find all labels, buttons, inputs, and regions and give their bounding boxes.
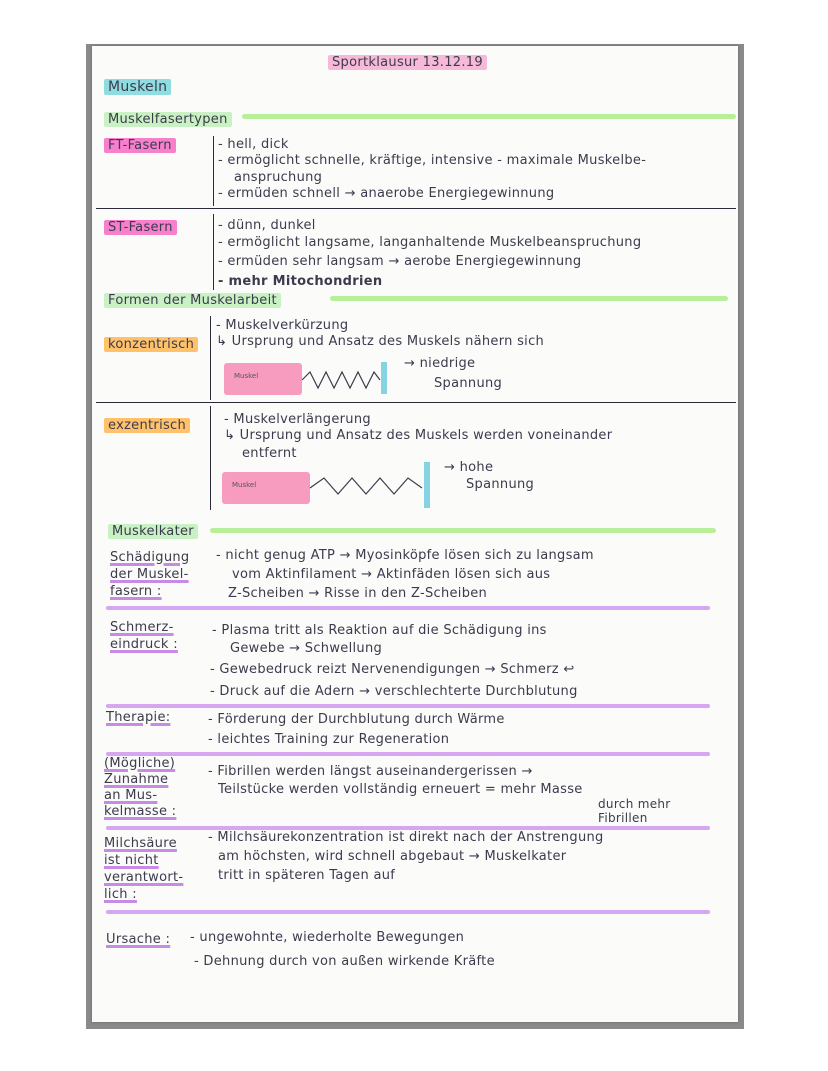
st-line: - ermüden sehr langsam → aerobe Energiegewinnung <box>218 254 582 269</box>
spring-short-icon <box>302 370 382 390</box>
muscle-shape <box>222 472 310 504</box>
kater-label: verantwort- <box>104 870 184 885</box>
page-title: Sportklausur 13.12.19 <box>328 55 487 70</box>
heading-formen: Formen der Muskelarbeit <box>104 293 281 308</box>
kater-label: Therapie: <box>106 710 171 725</box>
kater-label: Schmerz- <box>110 620 174 635</box>
heading-rule <box>242 114 736 119</box>
section-divider <box>106 752 710 756</box>
section-divider <box>106 910 710 914</box>
muscle-shape <box>224 363 302 395</box>
kater-line: - Gewebedruck reizt Nervenendigungen → Schmerz ↩ <box>210 662 575 677</box>
konzentrisch-note: → niedrige <box>404 356 476 371</box>
ft-line: anspruchung <box>234 170 323 185</box>
ft-line: - ermüden schnell → anaerobe Energiegewinnung <box>218 186 555 201</box>
exzentrisch-note: → hohe <box>444 460 494 475</box>
kater-line: vom Aktinfilament → Aktinfäden lösen sich aus <box>232 567 551 582</box>
exzentrisch-line: entfernt <box>242 446 297 461</box>
kater-label: Zunahme <box>104 772 169 787</box>
heading-rule <box>330 296 728 301</box>
kater-label: fasern : <box>110 584 162 599</box>
st-line: - ermöglicht langsame, langanhaltende Muskelbeanspruchung <box>218 235 642 250</box>
kater-label: Ursache : <box>106 932 171 947</box>
column-divider <box>210 316 211 400</box>
kater-label: an Mus- <box>104 788 158 803</box>
heading-muskelfasertypen: Muskelfasertypen <box>104 112 232 127</box>
row-divider <box>96 208 736 209</box>
section-divider <box>106 606 710 610</box>
kater-label: Milchsäure <box>104 836 177 851</box>
exzentrisch-note: Spannung <box>466 477 535 492</box>
label-st-fasern: ST-Fasern <box>104 220 177 235</box>
kater-label: kelmasse : <box>104 804 177 819</box>
kater-label: eindruck : <box>110 637 178 652</box>
kater-line: Teilstücke werden vollständig erneuert = mehr Masse <box>218 782 583 797</box>
label-ft-fasern: FT-Fasern <box>104 138 176 153</box>
kater-line: - Dehnung durch von außen wirkende Kräfte <box>194 954 495 969</box>
ft-line: - hell, dick <box>218 137 289 152</box>
column-divider <box>213 214 214 290</box>
row-divider <box>96 402 736 403</box>
ft-line: - ermöglicht schnelle, kräftige, intensive - maximale Muskelbe- <box>218 153 647 168</box>
spring-long-icon <box>310 476 426 496</box>
heading-rule <box>210 528 716 533</box>
label-konzentrisch: konzentrisch <box>104 337 198 352</box>
section-divider <box>106 704 710 708</box>
exzentrisch-line: ↳ Ursprung und Ansatz des Muskels werden voneinander <box>224 428 613 443</box>
konzentrisch-line: ↳ Ursprung und Ansatz des Muskels nähern sich <box>216 334 545 349</box>
column-divider <box>213 136 214 206</box>
kater-line: Gewebe → Schwellung <box>230 641 383 656</box>
exzentrisch-line: - Muskelverlängerung <box>224 412 371 427</box>
st-line: - dünn, dunkel <box>218 218 316 233</box>
konzentrisch-note: Spannung <box>434 376 503 391</box>
column-divider <box>210 406 211 510</box>
label-exzentrisch: exzentrisch <box>104 418 190 433</box>
kater-line: am höchsten, wird schnell abgebaut → Muskelkater <box>218 849 567 864</box>
tendon-marker <box>424 462 430 508</box>
kater-line: - Druck auf die Adern → verschlechterte Durchblutung <box>210 684 578 699</box>
kater-line: - ungewohnte, wiederholte Bewegungen <box>190 930 465 945</box>
kater-line: Fibrillen <box>598 811 648 825</box>
tendon-marker <box>381 362 387 394</box>
kater-label: der Muskel- <box>110 567 189 582</box>
kater-line: durch mehr <box>598 797 671 811</box>
kater-label: lich : <box>104 887 137 902</box>
kater-line: - Förderung der Durchblutung durch Wärme <box>208 712 505 727</box>
section-title-muskeln: Muskeln <box>104 79 171 95</box>
kater-line: - nicht genug ATP → Myosinköpfe lösen sich zu langsam <box>216 548 594 563</box>
kater-line: - Fibrillen werden längst auseinandergerissen → <box>208 764 533 779</box>
kater-line: - Milchsäurekonzentration ist direkt nach der Anstrengung <box>208 830 604 845</box>
kater-label: ist nicht <box>104 853 159 868</box>
muscle-label: Muskel <box>234 372 259 380</box>
kater-line: - Plasma tritt als Reaktion auf die Schädigung ins <box>212 623 547 638</box>
kater-line: Z-Scheiben → Risse in den Z-Scheiben <box>228 586 488 601</box>
kater-label: (Mögliche) <box>104 756 176 771</box>
st-line: - mehr Mitochondrien <box>218 274 383 289</box>
kater-line: - leichtes Training zur Regeneration <box>208 732 450 747</box>
kater-line: tritt in späteren Tagen auf <box>218 868 396 883</box>
konzentrisch-line: - Muskelverkürzung <box>216 318 349 333</box>
muscle-label: Muskel <box>232 481 257 489</box>
kater-label: Schädigung <box>110 550 190 565</box>
heading-muskelkater: Muskelkater <box>108 524 198 539</box>
